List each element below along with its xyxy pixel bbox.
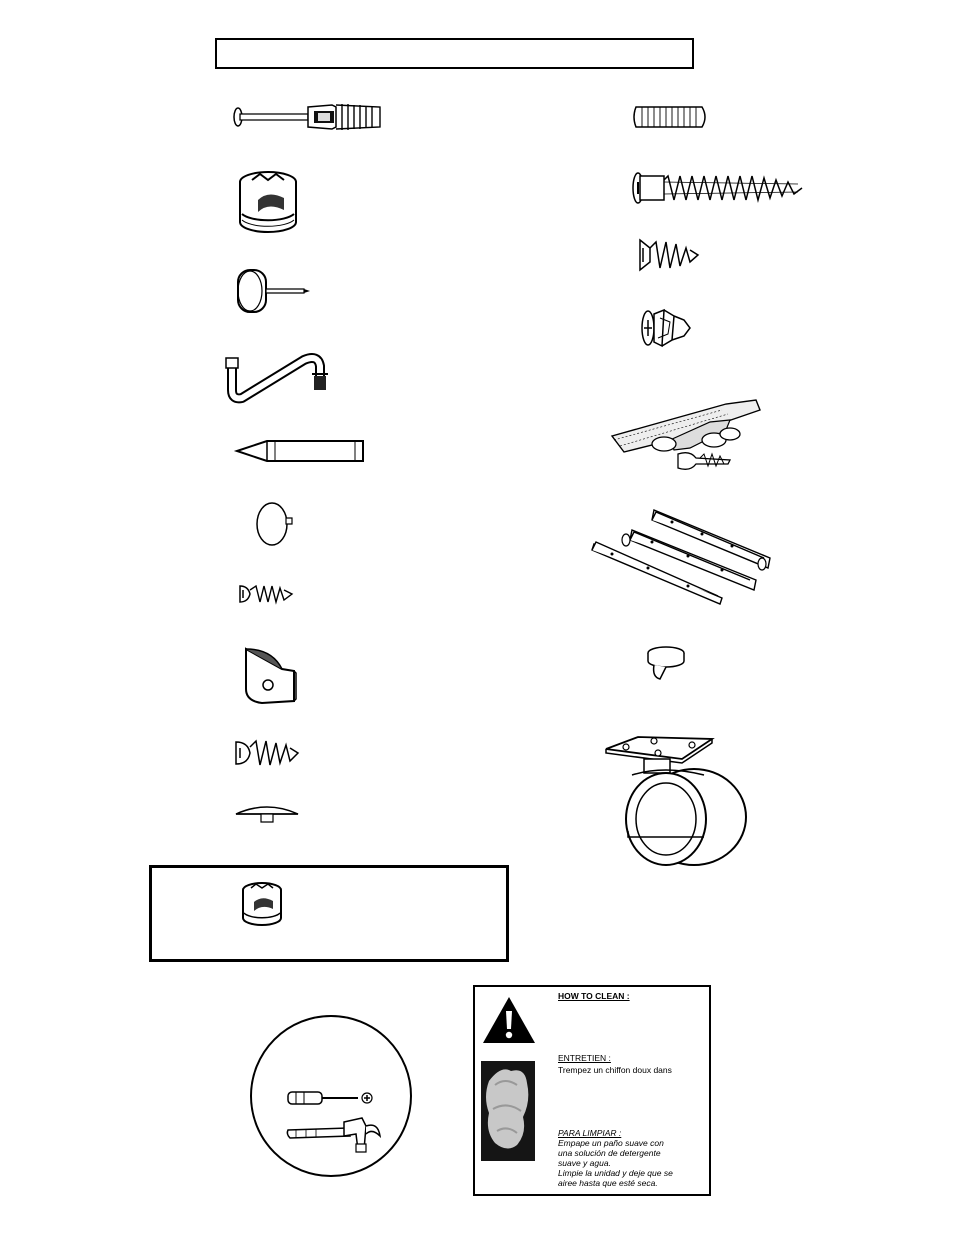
screwdriver-icon bbox=[286, 1088, 374, 1108]
anti-tip-strap-kit-icon bbox=[610, 392, 760, 476]
shelf-pin-icon bbox=[646, 645, 688, 681]
flat-head-screw-icon bbox=[638, 238, 700, 272]
pan-head-screw-small-icon bbox=[238, 582, 294, 606]
shelf-support-clip-icon bbox=[242, 645, 298, 707]
para-limpiar-text-line-2: una solución de detergente bbox=[558, 1148, 661, 1158]
cleaning-instructions-box bbox=[473, 985, 711, 1196]
drywall-anchor-icon bbox=[640, 308, 692, 348]
cover-cap-icon bbox=[254, 500, 296, 548]
caster-wheel-icon bbox=[604, 735, 752, 867]
pan-head-screw-large-icon bbox=[234, 738, 300, 768]
entretien-heading: ENTRETIEN : bbox=[558, 1053, 611, 1063]
para-limpiar-text-line-5: airee hasta que esté seca. bbox=[558, 1178, 658, 1188]
allen-key-icon bbox=[218, 350, 330, 406]
spare-parts-box bbox=[149, 865, 509, 962]
how-to-clean-heading: HOW TO CLEAN : bbox=[558, 991, 630, 1001]
spare-cam-lock-icon bbox=[241, 881, 283, 927]
entretien-text-line-1: Trempez un chiffon doux dans bbox=[558, 1065, 672, 1075]
title-box bbox=[215, 38, 694, 69]
wood-dowel-icon bbox=[632, 105, 710, 129]
para-limpiar-text-line-1: Empape un paño suave con bbox=[558, 1138, 664, 1148]
connecting-bolt-icon bbox=[232, 101, 382, 133]
para-limpiar-text-line-4: Limpie la unidad y deje que se bbox=[558, 1168, 673, 1178]
drawer-slide-rails-icon bbox=[592, 506, 780, 606]
touch-up-marker-icon bbox=[235, 439, 365, 463]
nail-glide-icon bbox=[236, 266, 312, 316]
cleaning-cloth-icon bbox=[481, 1061, 535, 1161]
cam-bolt-screw-icon bbox=[632, 170, 804, 206]
round-cap-icon bbox=[234, 800, 300, 828]
hammer-icon bbox=[286, 1114, 382, 1154]
cam-lock-icon bbox=[238, 170, 298, 234]
para-limpiar-heading: PARA LIMPIAR : bbox=[558, 1128, 622, 1138]
warning-icon bbox=[481, 995, 537, 1045]
para-limpiar-text-line-3: suave y agua. bbox=[558, 1158, 611, 1168]
